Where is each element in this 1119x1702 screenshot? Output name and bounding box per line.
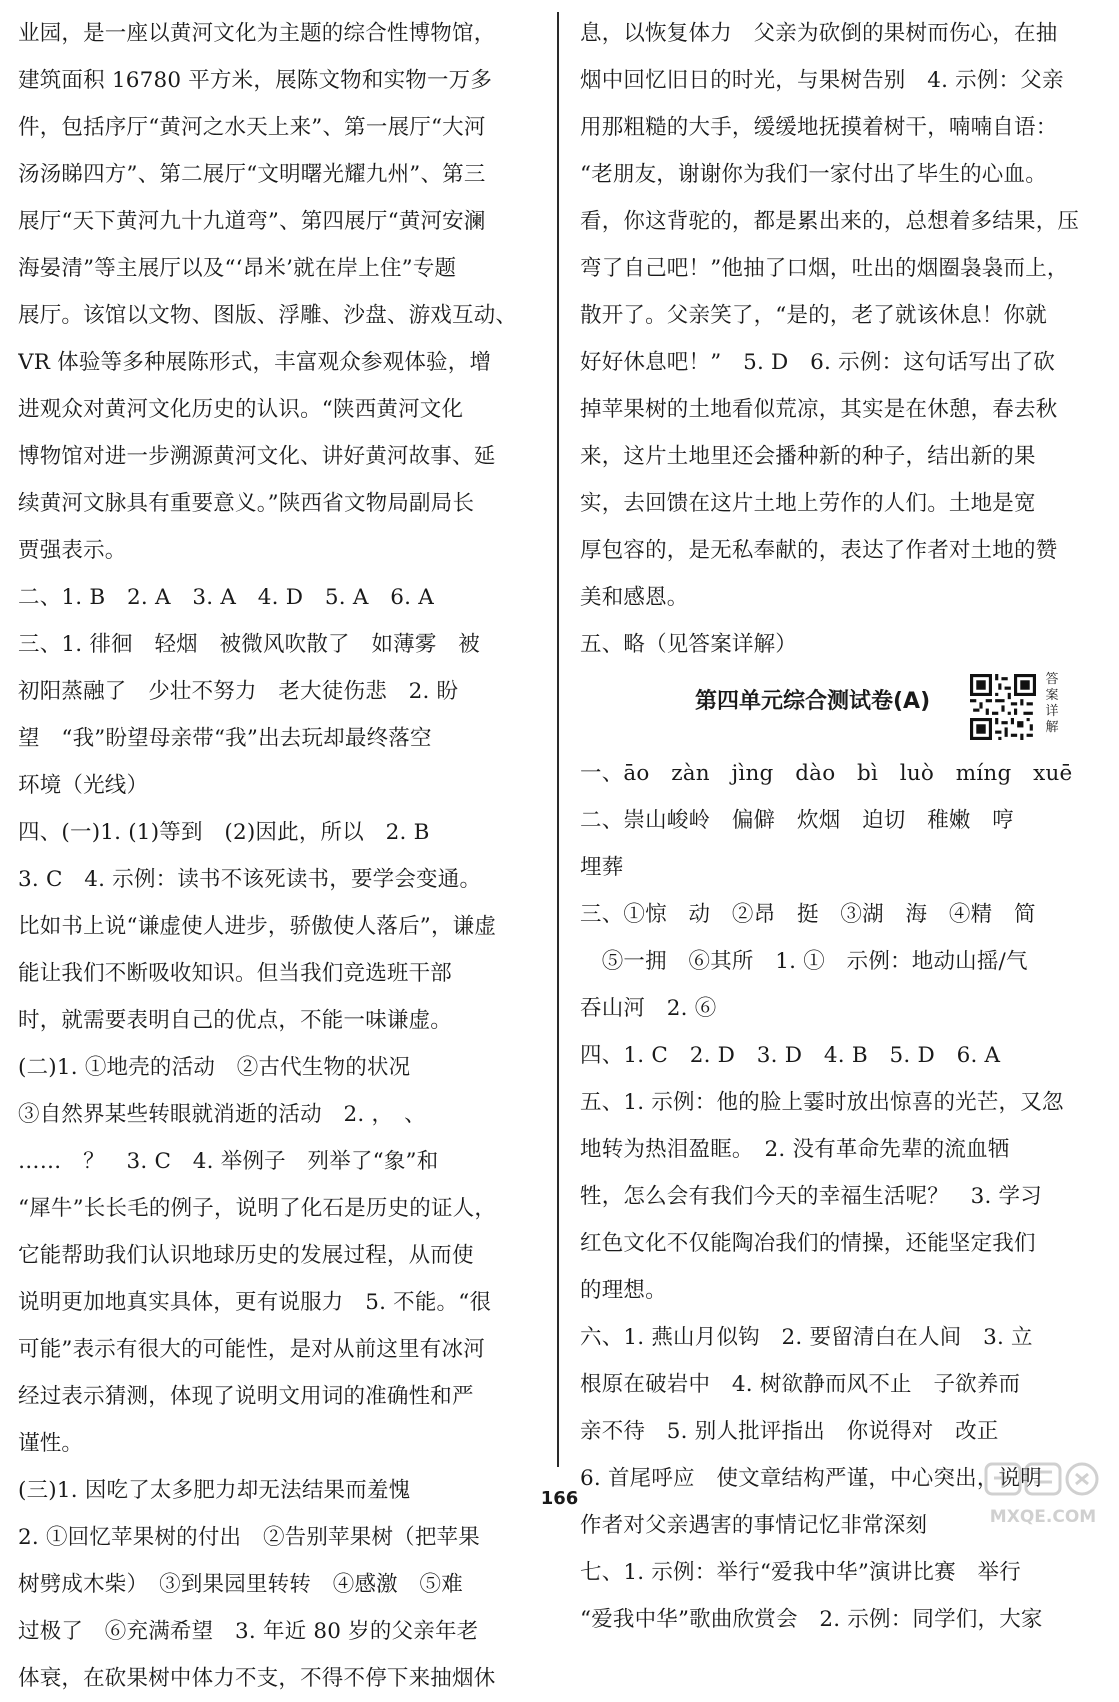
answer-text-line: 吞山河 2. ⑥ <box>580 996 717 1021</box>
answer-text-line: …… ？ 3. C 4. 举例子 列举了“象”和 <box>18 1149 439 1174</box>
answer-text-line: 息，以恢复体力 父亲为砍倒的果树而伤心，在抽 <box>580 21 1058 46</box>
answer-text-line: 展厅“天下黄河九十九道弯”、第四展厅“黄河安澜 <box>18 209 486 234</box>
answer-text-line: 弯了自己吧！”他抽了口烟，吐出的烟圈袅袅而上， <box>580 256 1069 281</box>
answer-text-line: 博物馆对进一步溯源黄河文化、讲好黄河故事、延 <box>18 444 496 469</box>
answer-text-line: 可能”表示有很大的可能性，是对从前这里有冰河 <box>18 1337 485 1362</box>
answer-text-line: 厚包容的，是无私奉献的，表达了作者对土地的赞 <box>580 538 1058 563</box>
answer-text-line: 五、略（见答案详解） <box>580 632 798 657</box>
answer-text-line: 埋葬 <box>580 855 624 880</box>
answer-text-line: 掉苹果树的土地看似荒凉，其实是在休憩，春去秋 <box>580 397 1058 422</box>
answer-text-line: ⑤一拥 ⑥其所 1. ① 示例：地动山摇/气 <box>580 949 1028 974</box>
answer-text-line: 经过表示猜测，体现了说明文用词的准确性和严 <box>18 1384 474 1409</box>
answer-text-line: ③自然界某些转眼就消逝的活动 2. ， 、 <box>18 1102 426 1127</box>
right-column-top <box>580 10 1105 668</box>
answer-text-line: 一、āo zàn jìng dào bì luò míng xuē <box>580 761 1073 786</box>
answer-text-line: 比如书上说“谦虚使人进步，骄傲使人落后”，谦虚 <box>18 914 497 939</box>
answer-text-line: 三、①惊 动 ②昂 挺 ③湖 海 ④精 简 <box>580 902 1036 927</box>
answer-text-line: 五、1. 示例：他的脸上霎时放出惊喜的光芒，又忽 <box>580 1090 1064 1115</box>
answer-text-line: 初阳蒸融了 少壮不努力 老大徒伤悲 2. 盼 <box>18 679 459 704</box>
answer-text-line: 件，包括序厅“黄河之水天上来”、第一展厅“大河 <box>18 115 486 140</box>
answer-text-line: 亲不待 5. 别人批评指出 你说得对 改正 <box>580 1419 999 1444</box>
answer-text-line: 说明更加地真实具体，更有说服力 5. 不能。“很 <box>18 1290 492 1315</box>
answer-text-line: 美和感恩。 <box>580 585 689 610</box>
page-number: 166 <box>540 1488 579 1509</box>
answer-text-line: 能让我们不断吸收知识。但当我们竞选班干部 <box>18 961 453 986</box>
answer-text-line: 四、1. C 2. D 3. D 4. B 5. D 6. A <box>580 1043 1001 1068</box>
answer-text-line: (三)1. 因吃了太多肥力却无法结果而羞愧 <box>18 1478 411 1503</box>
answer-text-line: “爱我中华”歌曲欣赏会 2. 示例：同学们，大家 <box>580 1607 1043 1632</box>
section-heading-row <box>580 668 1105 750</box>
answer-text-line: 展厅。该馆以文物、图版、浮雕、沙盘、游戏互动、 <box>18 303 518 328</box>
answer-text-line: 来，这片土地里还会播种新的种子，结出新的果 <box>580 444 1036 469</box>
answer-text-line: 根原在破岩中 4. 树欲静而风不止 子欲养而 <box>580 1372 1021 1397</box>
watermark-text: MXQE.COM <box>989 1507 1097 1527</box>
answer-text-line: 二、崇山峻岭 偏僻 炊烟 迫切 稚嫩 哼 <box>580 808 1015 833</box>
qr-code-icon[interactable] <box>970 674 1036 740</box>
answer-text-line: VR 体验等多种展陈形式，丰富观众参观体验，增 <box>18 350 492 375</box>
answer-text-line: 用那粗糙的大手，缓缓地抚摸着树干，喃喃自语： <box>580 115 1058 140</box>
answer-text-line: 望 “我”盼望母亲带“我”出去玩却最终落空 <box>18 726 432 751</box>
answer-text-line: 时，就需要表明自己的优点，不能一味谦虚。 <box>18 1008 453 1033</box>
answer-text-line: 贾强表示。 <box>18 538 127 563</box>
left-column <box>18 10 538 1702</box>
answer-text-line: 建筑面积 16780 平方米，展陈文物和实物一万多 <box>18 68 493 93</box>
answer-text-line: 业园，是一座以黄河文化为主题的综合性博物馆， <box>18 21 496 46</box>
answer-text-line: 好好休息吧！” 5. D 6. 示例：这句话写出了砍 <box>580 350 1056 375</box>
watermark-logo <box>978 1458 1108 1530</box>
answer-text-line: 的理想。 <box>580 1278 667 1303</box>
answer-text-line: 续黄河文脉具有重要意义。”陕西省文物局副局长 <box>18 491 475 516</box>
answer-text-line: 作者对父亲遇害的事情记忆非常深刻 <box>580 1513 928 1538</box>
answer-text-line: 二、1. B 2. A 3. A 4. D 5. A 6. A <box>18 585 434 610</box>
answer-text-line: 6. 首尾呼应 使文章结构严谨，中心突出，说明 <box>580 1466 1042 1491</box>
answer-text-line: 海晏清”等主展厅以及“‘昂米’就在岸上住”专题 <box>18 256 457 281</box>
answer-text-line: 四、(一)1. (1)等到 (2)因此，所以 2. B <box>18 820 430 845</box>
answer-text-line: 它能帮助我们认识地球历史的发展过程，从而使 <box>18 1243 474 1268</box>
answer-text-line: 2. ①回忆苹果树的付出 ②告别苹果树（把苹果 <box>18 1525 480 1550</box>
answer-text-line: 环境（光线） <box>18 773 149 798</box>
answer-text-line: 红色文化不仅能陶冶我们的情操，还能坚定我们 <box>580 1231 1036 1256</box>
answer-text-line: 体衰，在砍果树中体力不支，不得不停下来抽烟休 <box>18 1666 496 1691</box>
answer-text-line: 烟中回忆旧日的时光，与果树告别 4. 示例：父亲 <box>580 68 1064 93</box>
answer-text-line: 牲，怎么会有我们今天的幸福生活呢？ 3. 学习 <box>580 1184 1042 1209</box>
section-heading: 第四单元综合测试卷(A) <box>695 689 931 714</box>
answer-text-line: 六、1. 燕山月似钩 2. 要留清白在人间 3. 立 <box>580 1325 1033 1350</box>
answer-text-line: 谨性。 <box>18 1431 84 1456</box>
answer-text-line: 看，你这背驼的，都是累出来的，总想着多结果，压 <box>580 209 1080 234</box>
answer-text-line: 过极了 ⑥充满希望 3. 年近 80 岁的父亲年老 <box>18 1619 479 1644</box>
right-column <box>580 10 1105 1643</box>
answer-text-line: 地转为热泪盈眶。 2. 没有革命先辈的流血牺 <box>580 1137 1010 1162</box>
answer-text-line: (二)1. ①地壳的活动 ②古代生物的状况 <box>18 1055 411 1080</box>
answer-text-line: 实，去回馈在这片土地上劳作的人们。土地是宽 <box>580 491 1036 516</box>
qr-label: 答案详解 <box>1045 672 1059 735</box>
answer-text-line: 树劈成木柴） ③到果园里转转 ④感激 ⑤难 <box>18 1572 463 1597</box>
answer-text-line: 进观众对黄河文化历史的认识。“陕西黄河文化 <box>18 397 464 422</box>
answer-text-line: 七、1. 示例：举行“爱我中华”演讲比赛 举行 <box>580 1560 1021 1585</box>
answer-text-line: 散开了。父亲笑了，“是的，老了就该休息！你就 <box>580 303 1047 328</box>
answer-text-line: “犀牛”长长毛的例子，说明了化石是历史的证人， <box>18 1196 497 1221</box>
column-divider <box>557 12 559 1467</box>
answer-text-line: “老朋友，谢谢你为我们一家付出了毕生的心血。 <box>580 162 1047 187</box>
answer-text-line: 汤汤睇四方”、第二展厅“文明曙光耀九州”、第三 <box>18 162 486 187</box>
answer-text-line: 3. C 4. 示例：读书不该死读书，要学会变通。 <box>18 867 482 892</box>
answer-text-line: 三、1. 徘徊 轻烟 被微风吹散了 如薄雾 被 <box>18 632 480 657</box>
